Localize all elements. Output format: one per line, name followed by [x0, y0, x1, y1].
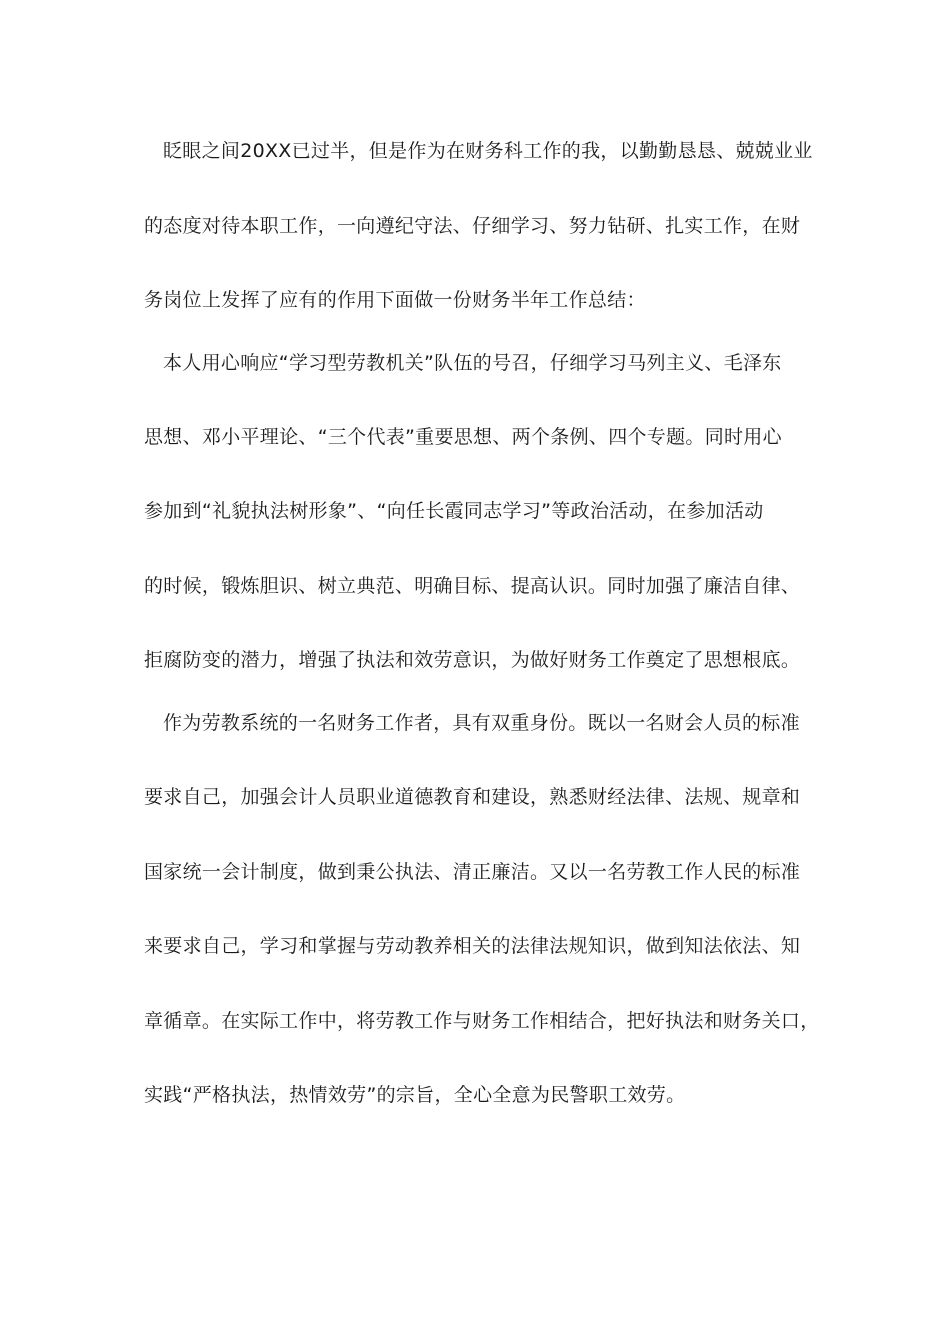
- paragraph-3-line-4: 来要求自己，学习和掌握与劳动教养相关的法律法规知识，做到知法依法、知: [144, 935, 801, 957]
- paragraph-3-line-5: 章循章。在实际工作中，将劳教工作与财务工作相结合，把好执法和财务关口，: [144, 1010, 820, 1032]
- paragraph-3-line-2: 要求自己，加强会计人员职业道德教育和建设，熟悉财经法律、法规、规章和: [144, 786, 801, 808]
- paragraph-2-line-2: 思想、邓小平理论、“三个代表”重要思想、两个条例、四个专题。同时用心: [144, 426, 782, 448]
- paragraph-2-line-3: 参加到“礼貌执法树形象”、“向任长霞同志学习”等政治活动，在参加活动: [144, 500, 764, 522]
- paragraph-3-line-3: 国家统一会计制度，做到秉公执法、清正廉洁。又以一名劳教工作人民的标准: [144, 861, 801, 883]
- paragraph-1-line-2: 的态度对待本职工作，一向遵纪守法、仔细学习、努力钻研、扎实工作，在财: [144, 215, 801, 237]
- paragraph-2-line-1: 本人用心响应“学习型劳教机关”队伍的号召，仔细学习马列主义、毛泽东: [163, 352, 782, 374]
- paragraph-2-line-4: 的时候，锻炼胆识、树立典范、明确目标、提高认识。同时加强了廉洁自律、: [144, 575, 801, 597]
- paragraph-1-line-1: 眨眼之间20XX已过半，但是作为在财务科工作的我，以勤勤恳恳、兢兢业业: [163, 140, 813, 162]
- paragraph-2-line-5: 拒腐防变的潜力，增强了执法和效劳意识，为做好财务工作奠定了思想根底。: [144, 649, 801, 671]
- paragraph-3-line-1: 作为劳教系统的一名财务工作者，具有双重身份。既以一名财会人员的标准: [163, 712, 800, 734]
- paragraph-1-line-3: 务岗位上发挥了应有的作用下面做一份财务半年工作总结：: [144, 289, 646, 311]
- paragraph-3-line-6: 实践“严格执法，热情效劳”的宗旨，全心全意为民警职工效劳。: [144, 1084, 686, 1106]
